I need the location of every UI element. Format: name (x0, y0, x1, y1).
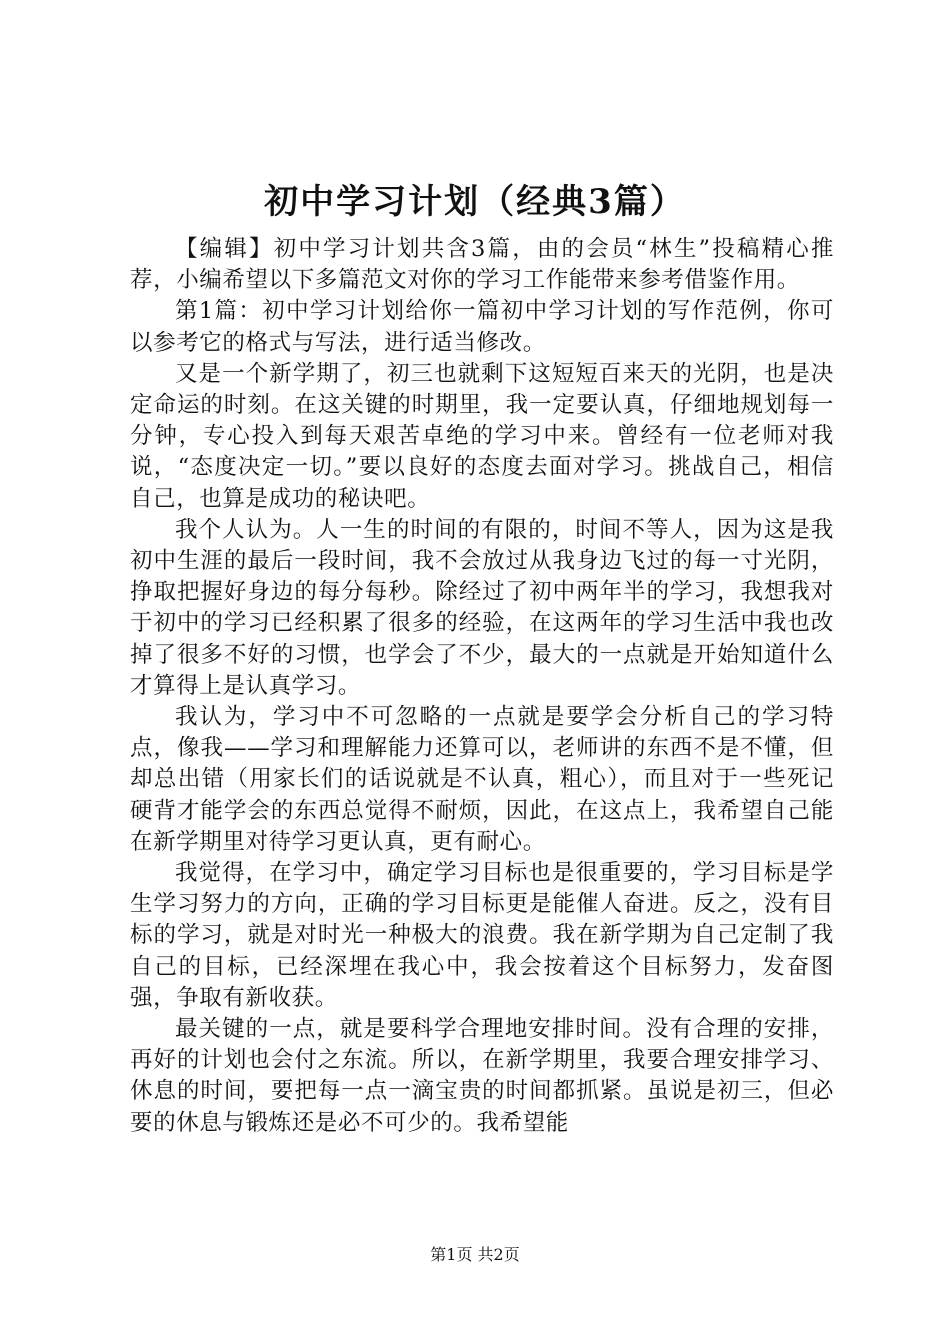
paragraph: 又是一个新学期了，初三也就剩下这短短百来天的光阴，也是决定命运的时刻。在这关键的时期里，我一定要认真，仔细地规划每一分钟，专心投入到每天艰苦卓绝的学习中来。曾经有一位老师对我说，“态度决定一切。”要以良好的态度去面对学习。挑战自己，相信自己，也算是成功的秘诀吧。 (130, 360, 834, 512)
paragraph: 我个人认为。人一生的时间的有限的，时间不等人，因为这是我初中生涯的最后一段时间，我不会放过从我身边飞过的每一寸光阴，挣取把握好身边的每分每秒。除经过了初中两年半的学习，我想我对于初中的学习已经积累了很多的经验，在这两年的学习生活中我也改掉了很多不好的习惯，也学会了不少，最大的一点就是开始知道什么才算得上是认真学习。 (130, 516, 834, 699)
document-body (130, 234, 834, 1139)
paragraph: 我觉得，在学习中，确定学习目标也是很重要的，学习目标是学生学习努力的方向，正确的学习目标更是能催人奋进。反之，没有目标的学习，就是对时光一种极大的浪费。我在新学期为自己定制了我自己的目标，已经深埋在我心中，我会按着这个目标努力，发奋图强，争取有新收获。 (130, 860, 834, 1011)
paragraph-section-1-heading: 第1篇：初中学习计划给你一篇初中学习计划的写作范例，你可以参考它的格式与写法，进行适当修改。 (130, 298, 834, 356)
paragraph: 我认为，学习中不可忽略的一点就是要学会分析自己的学习特点，像我——学习和理解能力还算可以，老师讲的东西不是不懂，但却总出错（用家长们的话说就是不认真，粗心），而且对于一些死记硬背才能学会的东西总觉得不耐烦，因此，在这点上，我希望自己能在新学期里对待学习更认真，更有耐心。 (130, 704, 834, 855)
paragraph-intro: 【编辑】初中学习计划共含3篇，由的会员“林生”投稿精心推荐，小编希望以下多篇范文对你的学习工作能带来参考借鉴作用。 (130, 236, 834, 294)
document-title: 初中学习计划（经典3篇） (264, 182, 686, 222)
paragraph: 最关键的一点，就是要科学合理地安排时间。没有合理的安排，再好的计划也会付之东流。所以，在新学期里，我要合理安排学习、休息的时间，要把每一点一滴宝贵的时间都抓紧。虽说是初三，但必要的休息与锻炼还是必不可少的。我希望能 (130, 1016, 834, 1136)
page-footer: 第1页 共2页 (430, 1245, 520, 1264)
